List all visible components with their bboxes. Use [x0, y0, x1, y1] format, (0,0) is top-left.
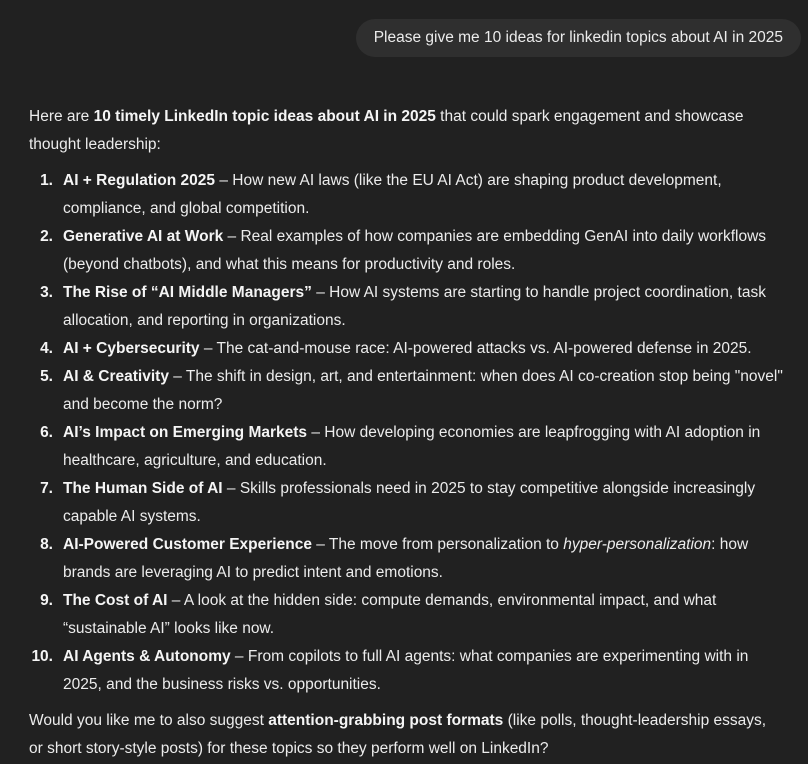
topic-list: [29, 167, 784, 699]
list-item: [29, 419, 784, 475]
topic-body: – The move from personalization to: [311, 536, 564, 553]
list-item-number: 9.: [40, 592, 53, 609]
user-message-bubble: [356, 19, 801, 57]
list-item: [29, 475, 784, 531]
list-item: [29, 587, 784, 643]
closing-paragraph: [29, 707, 784, 763]
list-item: [29, 223, 784, 279]
topic-body: – Skills professionals need in 2025 to stay competitive alongside increasingly capable AI systems.: [63, 480, 756, 525]
list-item: [29, 279, 784, 335]
list-item: [29, 167, 784, 223]
user-message-row: [0, 0, 808, 57]
list-item-number: 1.: [40, 172, 53, 189]
topic-title: AI & Creativity: [63, 368, 169, 385]
topic-body: – How AI systems are starting to handle project coordination, task allocation, and reporting in organizations.: [63, 284, 766, 329]
user-message-text: Please give me 10 ideas for linkedin topics about AI in 2025: [373, 29, 783, 46]
list-item-number: 4.: [40, 340, 53, 357]
topic-title: The Human Side of AI: [63, 480, 223, 497]
list-item: [29, 531, 784, 587]
list-item-number: 3.: [40, 284, 53, 301]
list-item: [29, 335, 784, 363]
closing-text-post: (like polls, thought-leadership essays, or short story-style posts) for these topics so they perform well on LinkedIn?: [29, 712, 767, 757]
intro-text-bold: 10 timely LinkedIn topic ideas about AI in 2025: [93, 108, 436, 125]
intro-text-pre: Here are: [29, 108, 94, 125]
list-item-number: 8.: [40, 536, 53, 553]
topic-title: Generative AI at Work: [63, 228, 224, 245]
intro-text-post: that could spark engagement and showcase thought leadership:: [29, 108, 744, 153]
topic-body: – From copilots to full AI agents: what companies are experimenting with in 2025, and the business risks vs. opportunities.: [63, 648, 749, 693]
topic-title: AI Agents & Autonomy: [63, 648, 231, 665]
topic-body: – How new AI laws (like the EU AI Act) are shaping product development, compliance, and global competition.: [63, 172, 722, 217]
list-item-number: 7.: [40, 480, 53, 497]
assistant-message: [29, 103, 784, 763]
topic-title: The Cost of AI: [63, 592, 168, 609]
intro-paragraph: [29, 103, 784, 159]
list-item-number: 2.: [40, 228, 53, 245]
topic-body-post: : how brands are leveraging AI to predict intent and emotions.: [63, 536, 749, 581]
list-item-number: 5.: [40, 368, 53, 385]
topic-body: – Real examples of how companies are embedding GenAI into daily workflows (beyond chatbots), and what this means for productivity and roles.: [63, 228, 767, 273]
topic-title: AI + Cybersecurity: [63, 340, 200, 357]
list-item-number: 6.: [40, 424, 53, 441]
topic-title: AI-Powered Customer Experience: [63, 536, 312, 553]
topic-title: The Rise of “AI Middle Managers”: [63, 284, 312, 301]
topic-body-italic: hyper-personalization: [563, 536, 712, 553]
topic-body: – The shift in design, art, and entertainment: when does AI co-creation stop being "novel" and become the norm?: [63, 368, 783, 413]
topic-body: – How developing economies are leapfrogging with AI adoption in healthcare, agriculture, and education.: [63, 424, 761, 469]
closing-text-bold: attention-grabbing post formats: [268, 712, 504, 729]
list-item: [29, 643, 784, 699]
list-item-number: 10.: [31, 648, 53, 665]
topic-body: – A look at the hidden side: compute demands, environmental impact, and what “sustainable AI” looks like now.: [63, 592, 717, 637]
topic-title: AI + Regulation 2025: [63, 172, 216, 189]
list-item: [29, 363, 784, 419]
topic-title: AI’s Impact on Emerging Markets: [63, 424, 308, 441]
closing-text-pre: Would you like me to also suggest: [29, 712, 269, 729]
topic-body: – The cat-and-mouse race: AI-powered attacks vs. AI-powered defense in 2025.: [199, 340, 752, 357]
